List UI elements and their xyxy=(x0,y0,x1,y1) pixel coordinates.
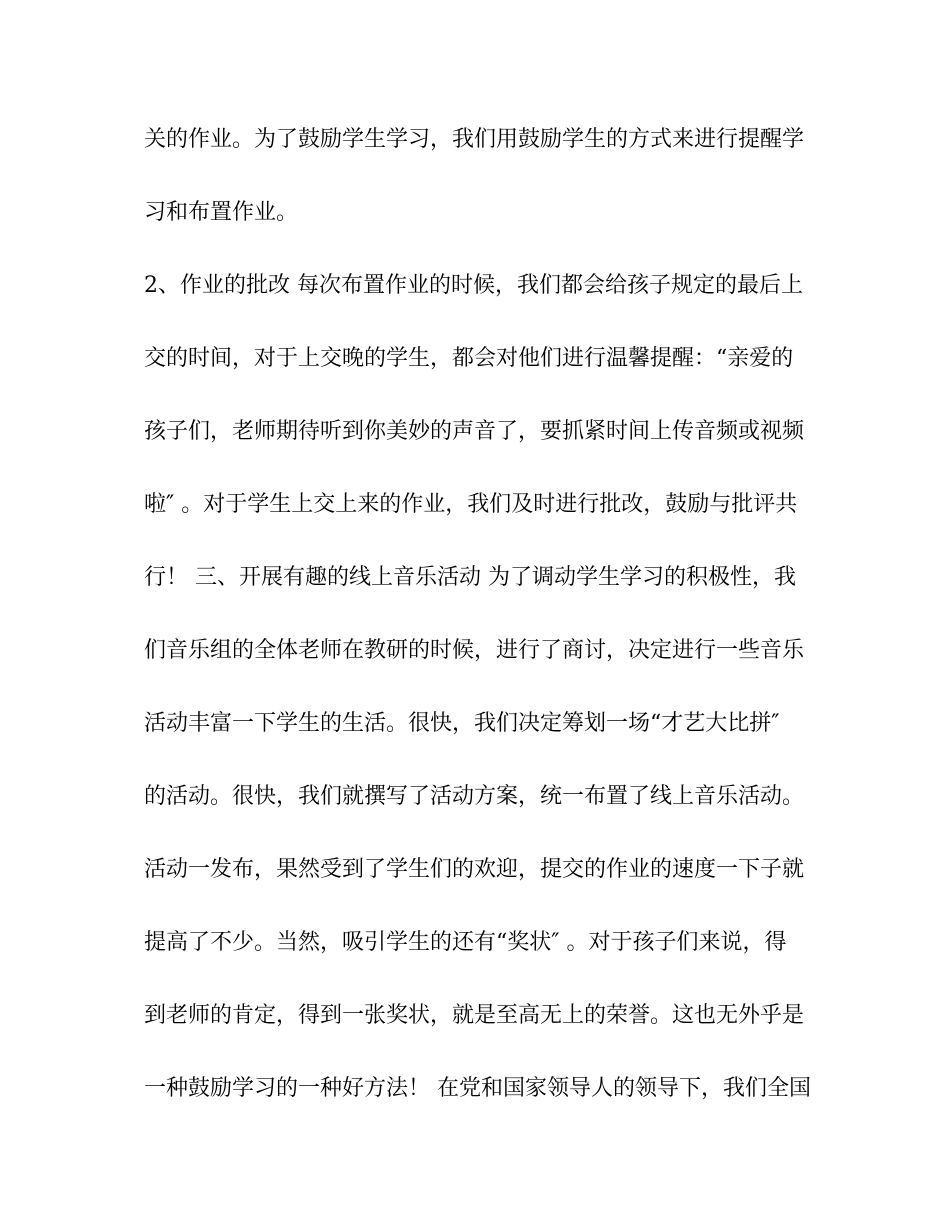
text-line: 孩子们，老师期待听到你美妙的声音了，要抓紧时间上传音频或视频 xyxy=(144,419,805,444)
text-line: 活动丰富一下学生的生活。很快，我们决定筹划一场“才艺大比拼″ xyxy=(144,711,780,736)
text-line: 交的时间，对于上交晚的学生，都会对他们进行温馨提醒：“亲爱的 xyxy=(144,346,794,371)
text-line: 一种鼓励学习的一种好方法！ 在党和国家领导人的领导下，我们全国 xyxy=(144,1076,811,1101)
text-line: 的活动。很快，我们就撰写了活动方案，统一布置了线上音乐活动。 xyxy=(144,784,805,809)
text-line: 习和布置作业。 xyxy=(144,200,299,225)
text-line: 关的作业。为了鼓励学生学习，我们用鼓励学生的方式来进行提醒学 xyxy=(144,127,805,152)
text-line: 活动一发布，果然受到了学生们的欢迎，提交的作业的速度一下子就 xyxy=(144,857,805,882)
text-line: 提高了不少。当然，吸引学生的还有“奖状″ 。对于孩子们来说，得 xyxy=(144,930,787,955)
text-line: 到老师的肯定，得到一张奖状，就是至高无上的荣誉。这也无外乎是 xyxy=(144,1003,805,1028)
text-line: 2、作业的批改 每次布置作业的时候，我们都会给孩子规定的最后上 xyxy=(144,273,803,298)
text-line: 行！ 三、开展有趣的线上音乐活动 为了调动学生学习的积极性，我 xyxy=(144,565,796,590)
text-line: 们音乐组的全体老师在教研的时候，进行了商讨，决定进行一些音乐 xyxy=(144,638,805,663)
text-line: 啦″ 。对于学生上交上来的作业，我们及时进行批改，鼓励与批评共 xyxy=(144,492,798,517)
